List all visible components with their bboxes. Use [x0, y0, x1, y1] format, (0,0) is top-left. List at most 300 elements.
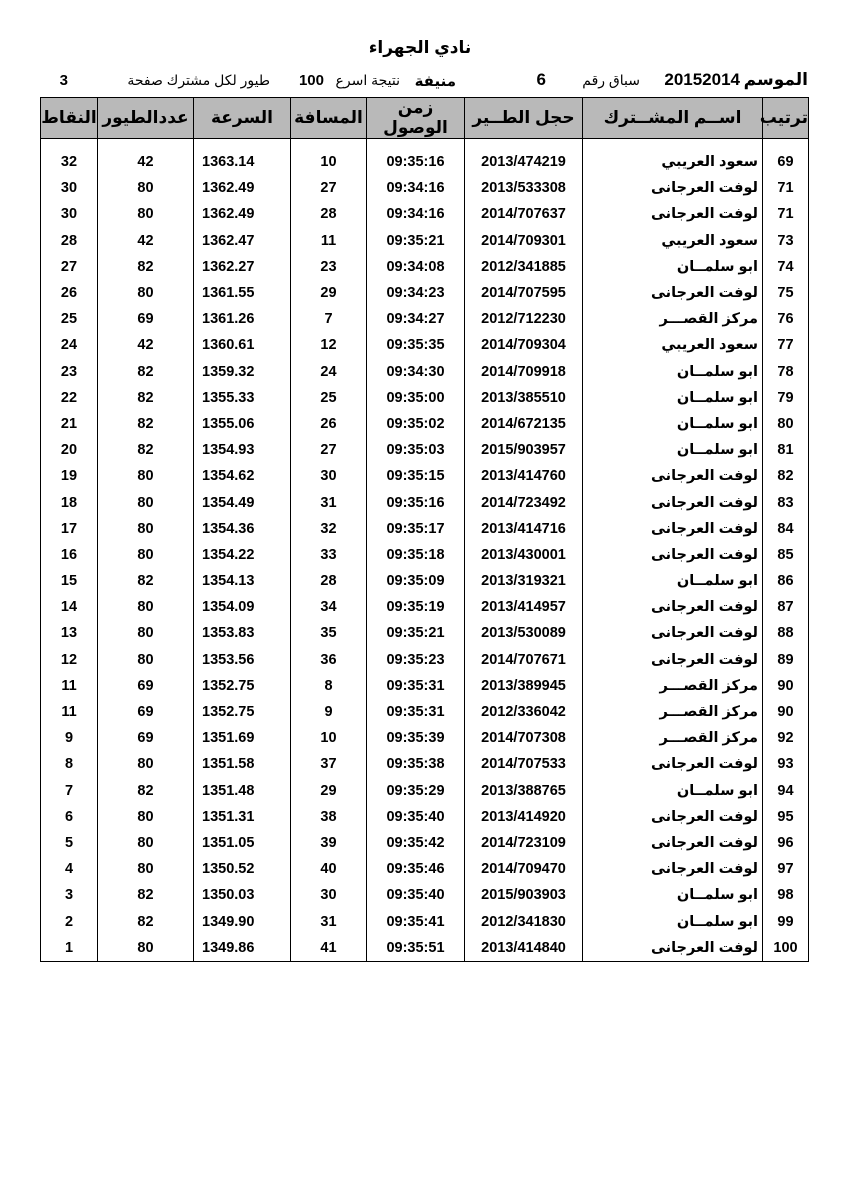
cell-points: 19	[41, 463, 98, 489]
cell-rank: 95	[763, 804, 809, 830]
cell-rank: 74	[763, 254, 809, 280]
cell-speed: 1363.14	[194, 149, 291, 175]
cell-bird-count: 80	[98, 647, 194, 673]
table-row	[41, 437, 809, 463]
cell-points: 26	[41, 280, 98, 306]
table-row	[41, 332, 809, 358]
table-row	[41, 804, 809, 830]
race-location: منيفة	[414, 73, 456, 90]
cell-member-name: مركز القصـــر	[583, 725, 763, 751]
cell-member-name: سعود العريبي	[583, 228, 763, 254]
cell-distance: 35	[291, 620, 367, 646]
table-row	[41, 568, 809, 594]
header-member-name: اســم المشــترك	[583, 98, 763, 139]
page-number: 3	[59, 72, 68, 89]
cell-distance: 10	[291, 149, 367, 175]
cell-ring: 2013/474219	[465, 149, 583, 175]
cell-bird-count: 80	[98, 280, 194, 306]
table-row	[41, 149, 809, 175]
cell-member-name: لوفت العرجانى	[583, 201, 763, 227]
cell-ring: 2014/707637	[465, 201, 583, 227]
cell-rank: 93	[763, 751, 809, 777]
cell-speed: 1361.26	[194, 306, 291, 332]
cell-rank: 90	[763, 699, 809, 725]
cell-ring: 2013/533308	[465, 175, 583, 201]
table-row	[41, 882, 809, 908]
cell-speed: 1351.31	[194, 804, 291, 830]
cell-ring: 2012/336042	[465, 699, 583, 725]
cell-speed: 1351.69	[194, 725, 291, 751]
cell-distance: 30	[291, 882, 367, 908]
cell-ring: 2012/341885	[465, 254, 583, 280]
table-row	[41, 228, 809, 254]
cell-ring: 2015/903957	[465, 437, 583, 463]
cell-arrival-time: 09:35:31	[367, 673, 465, 699]
cell-distance: 27	[291, 175, 367, 201]
cell-distance: 36	[291, 647, 367, 673]
cell-bird-count: 80	[98, 201, 194, 227]
cell-arrival-time: 09:35:17	[367, 516, 465, 542]
cell-speed: 1350.03	[194, 882, 291, 908]
cell-ring: 2013/414716	[465, 516, 583, 542]
cell-bird-count: 42	[98, 332, 194, 358]
table-row	[41, 751, 809, 777]
cell-arrival-time: 09:35:16	[367, 149, 465, 175]
cell-bird-count: 80	[98, 594, 194, 620]
cell-distance: 23	[291, 254, 367, 280]
cell-arrival-time: 09:35:23	[367, 647, 465, 673]
cell-speed: 1352.75	[194, 673, 291, 699]
cell-rank: 87	[763, 594, 809, 620]
cell-ring: 2013/414840	[465, 935, 583, 962]
cell-ring: 2013/319321	[465, 568, 583, 594]
cell-speed: 1355.06	[194, 411, 291, 437]
cell-points: 27	[41, 254, 98, 280]
cell-bird-count: 82	[98, 437, 194, 463]
cell-speed: 1354.49	[194, 489, 291, 515]
cell-points: 9	[41, 725, 98, 751]
cell-arrival-time: 09:35:51	[367, 935, 465, 962]
cell-ring: 2012/341830	[465, 908, 583, 934]
cell-distance: 32	[291, 516, 367, 542]
header-rank: ترتيب	[763, 98, 809, 139]
cell-points: 30	[41, 201, 98, 227]
cell-distance: 40	[291, 856, 367, 882]
cell-points: 12	[41, 647, 98, 673]
race-label: سباق رقم	[582, 72, 640, 88]
cell-bird-count: 82	[98, 411, 194, 437]
header-speed: السرعة	[194, 98, 291, 139]
cell-arrival-time: 09:35:31	[367, 699, 465, 725]
cell-arrival-time: 09:35:38	[367, 751, 465, 777]
cell-speed: 1351.48	[194, 778, 291, 804]
cell-arrival-time: 09:34:23	[367, 280, 465, 306]
cell-member-name: ابو سلمــان	[583, 568, 763, 594]
cell-speed: 1353.83	[194, 620, 291, 646]
cell-rank: 80	[763, 411, 809, 437]
table-row	[41, 673, 809, 699]
cell-rank: 98	[763, 882, 809, 908]
cell-rank: 84	[763, 516, 809, 542]
cell-speed: 1362.27	[194, 254, 291, 280]
cell-ring: 2014/709470	[465, 856, 583, 882]
cell-member-name: مركز القصـــر	[583, 673, 763, 699]
cell-member-name: لوفت العرجانى	[583, 175, 763, 201]
cell-distance: 29	[291, 778, 367, 804]
cell-member-name: مركز القصـــر	[583, 306, 763, 332]
cell-points: 13	[41, 620, 98, 646]
cell-points: 8	[41, 751, 98, 777]
cell-arrival-time: 09:35:09	[367, 568, 465, 594]
cell-ring: 2014/707595	[465, 280, 583, 306]
cell-points: 5	[41, 830, 98, 856]
header-ring: حجل الطــير	[465, 98, 583, 139]
cell-points: 30	[41, 175, 98, 201]
cell-points: 15	[41, 568, 98, 594]
table-row	[41, 908, 809, 934]
cell-arrival-time: 09:34:16	[367, 175, 465, 201]
cell-member-name: ابو سلمــان	[583, 359, 763, 385]
cell-distance: 39	[291, 830, 367, 856]
cell-bird-count: 82	[98, 778, 194, 804]
cell-distance: 12	[291, 332, 367, 358]
cell-speed: 1359.32	[194, 359, 291, 385]
cell-points: 23	[41, 359, 98, 385]
cell-rank: 78	[763, 359, 809, 385]
cell-speed: 1351.58	[194, 751, 291, 777]
cell-distance: 26	[291, 411, 367, 437]
result-label: نتيجة اسرع	[335, 72, 400, 88]
cell-arrival-time: 09:34:16	[367, 201, 465, 227]
cell-rank: 88	[763, 620, 809, 646]
table-row	[41, 411, 809, 437]
cell-distance: 34	[291, 594, 367, 620]
table-row	[41, 254, 809, 280]
cell-member-name: لوفت العرجانى	[583, 280, 763, 306]
cell-bird-count: 82	[98, 568, 194, 594]
cell-points: 7	[41, 778, 98, 804]
cell-bird-count: 80	[98, 489, 194, 515]
cell-distance: 31	[291, 908, 367, 934]
table-body	[41, 139, 809, 962]
cell-rank: 83	[763, 489, 809, 515]
cell-member-name: سعود العريبي	[583, 332, 763, 358]
cell-points: 4	[41, 856, 98, 882]
cell-points: 6	[41, 804, 98, 830]
cell-distance: 28	[291, 201, 367, 227]
cell-member-name: لوفت العرجانى	[583, 856, 763, 882]
cell-arrival-time: 09:35:41	[367, 908, 465, 934]
cell-bird-count: 82	[98, 908, 194, 934]
cell-arrival-time: 09:35:42	[367, 830, 465, 856]
table-row	[41, 516, 809, 542]
cell-rank: 69	[763, 149, 809, 175]
cell-distance: 41	[291, 935, 367, 962]
cell-bird-count: 80	[98, 620, 194, 646]
cell-speed: 1354.22	[194, 542, 291, 568]
cell-points: 18	[41, 489, 98, 515]
cell-speed: 1349.86	[194, 935, 291, 962]
cell-arrival-time: 09:35:19	[367, 594, 465, 620]
cell-rank: 75	[763, 280, 809, 306]
season-value: 20152014	[664, 70, 740, 89]
cell-bird-count: 69	[98, 673, 194, 699]
cell-rank: 94	[763, 778, 809, 804]
cell-rank: 85	[763, 542, 809, 568]
cell-arrival-time: 09:34:27	[367, 306, 465, 332]
cell-ring: 2013/414760	[465, 463, 583, 489]
cell-speed: 1362.47	[194, 228, 291, 254]
cell-ring: 2014/709918	[465, 359, 583, 385]
cell-speed: 1354.09	[194, 594, 291, 620]
cell-speed: 1354.13	[194, 568, 291, 594]
cell-speed: 1361.55	[194, 280, 291, 306]
cell-speed: 1352.75	[194, 699, 291, 725]
cell-points: 11	[41, 699, 98, 725]
header-points: النقاط	[41, 98, 98, 139]
cell-member-name: ابو سلمــان	[583, 908, 763, 934]
cell-points: 22	[41, 385, 98, 411]
cell-arrival-time: 09:35:02	[367, 411, 465, 437]
cell-ring: 2013/389945	[465, 673, 583, 699]
result-count: 100	[298, 72, 324, 89]
cell-ring: 2013/385510	[465, 385, 583, 411]
cell-arrival-time: 09:35:21	[367, 228, 465, 254]
cell-arrival-time: 09:35:00	[367, 385, 465, 411]
cell-points: 21	[41, 411, 98, 437]
cell-member-name: لوفت العرجانى	[583, 804, 763, 830]
cell-distance: 31	[291, 489, 367, 515]
cell-speed: 1349.90	[194, 908, 291, 934]
cell-member-name: لوفت العرجانى	[583, 463, 763, 489]
cell-member-name: ابو سلمــان	[583, 437, 763, 463]
cell-distance: 24	[291, 359, 367, 385]
cell-speed: 1350.52	[194, 856, 291, 882]
cell-ring: 2013/430001	[465, 542, 583, 568]
cell-distance: 33	[291, 542, 367, 568]
cell-bird-count: 69	[98, 699, 194, 725]
cell-ring: 2014/707308	[465, 725, 583, 751]
cell-ring: 2013/414920	[465, 804, 583, 830]
cell-bird-count: 42	[98, 149, 194, 175]
cell-rank: 89	[763, 647, 809, 673]
table-row	[41, 542, 809, 568]
cell-bird-count: 80	[98, 830, 194, 856]
cell-bird-count: 80	[98, 516, 194, 542]
cell-points: 25	[41, 306, 98, 332]
cell-rank: 81	[763, 437, 809, 463]
cell-arrival-time: 09:35:21	[367, 620, 465, 646]
cell-bird-count: 82	[98, 359, 194, 385]
cell-distance: 25	[291, 385, 367, 411]
cell-distance: 11	[291, 228, 367, 254]
per-member-label: طيور لكل مشترك صفحة	[127, 72, 270, 88]
cell-rank: 100	[763, 935, 809, 962]
cell-points: 2	[41, 908, 98, 934]
cell-member-name: لوفت العرجانى	[583, 594, 763, 620]
cell-member-name: لوفت العرجانى	[583, 620, 763, 646]
cell-points: 20	[41, 437, 98, 463]
table-row	[41, 594, 809, 620]
cell-member-name: ابو سلمــان	[583, 411, 763, 437]
cell-arrival-time: 09:35:15	[367, 463, 465, 489]
cell-speed: 1351.05	[194, 830, 291, 856]
table-row	[41, 647, 809, 673]
cell-points: 32	[41, 149, 98, 175]
cell-distance: 28	[291, 568, 367, 594]
cell-rank: 97	[763, 856, 809, 882]
cell-speed: 1355.33	[194, 385, 291, 411]
table-row	[41, 175, 809, 201]
cell-points: 28	[41, 228, 98, 254]
cell-rank: 76	[763, 306, 809, 332]
cell-points: 1	[41, 935, 98, 962]
header-distance: المسافة	[291, 98, 367, 139]
results-table	[40, 97, 809, 962]
cell-arrival-time: 09:35:03	[367, 437, 465, 463]
cell-bird-count: 80	[98, 175, 194, 201]
season-label: الموسم	[743, 70, 808, 89]
cell-member-name: لوفت العرجانى	[583, 830, 763, 856]
race-info-bar	[40, 68, 808, 96]
cell-speed: 1362.49	[194, 201, 291, 227]
cell-bird-count: 82	[98, 254, 194, 280]
cell-rank: 82	[763, 463, 809, 489]
cell-distance: 10	[291, 725, 367, 751]
cell-speed: 1353.56	[194, 647, 291, 673]
table-row	[41, 280, 809, 306]
cell-bird-count: 82	[98, 882, 194, 908]
cell-member-name: لوفت العرجانى	[583, 516, 763, 542]
header-bird-count: عددالطيور	[98, 98, 194, 139]
cell-ring: 2014/709304	[465, 332, 583, 358]
cell-distance: 27	[291, 437, 367, 463]
cell-ring: 2013/388765	[465, 778, 583, 804]
cell-rank: 90	[763, 673, 809, 699]
cell-bird-count: 80	[98, 804, 194, 830]
cell-rank: 92	[763, 725, 809, 751]
cell-ring: 2014/672135	[465, 411, 583, 437]
table-row	[41, 830, 809, 856]
cell-arrival-time: 09:34:30	[367, 359, 465, 385]
cell-rank: 77	[763, 332, 809, 358]
cell-arrival-time: 09:35:16	[367, 489, 465, 515]
cell-rank: 79	[763, 385, 809, 411]
cell-member-name: ابو سلمــان	[583, 882, 763, 908]
table-row	[41, 778, 809, 804]
cell-member-name: لوفت العرجانى	[583, 647, 763, 673]
cell-ring: 2014/709301	[465, 228, 583, 254]
cell-points: 11	[41, 673, 98, 699]
cell-member-name: لوفت العرجانى	[583, 542, 763, 568]
header-arrival-time: زمن الوصول	[367, 98, 465, 139]
cell-ring: 2014/707533	[465, 751, 583, 777]
cell-points: 3	[41, 882, 98, 908]
cell-arrival-time: 09:35:46	[367, 856, 465, 882]
cell-points: 16	[41, 542, 98, 568]
cell-bird-count: 80	[98, 935, 194, 962]
cell-rank: 96	[763, 830, 809, 856]
cell-speed: 1354.62	[194, 463, 291, 489]
cell-bird-count: 80	[98, 542, 194, 568]
cell-ring: 2013/414957	[465, 594, 583, 620]
cell-bird-count: 80	[98, 856, 194, 882]
cell-speed: 1354.93	[194, 437, 291, 463]
table-header-row	[41, 98, 809, 139]
cell-member-name: لوفت العرجانى	[583, 751, 763, 777]
cell-ring: 2014/707671	[465, 647, 583, 673]
cell-arrival-time: 09:35:40	[367, 882, 465, 908]
cell-ring: 2012/712230	[465, 306, 583, 332]
cell-points: 17	[41, 516, 98, 542]
cell-arrival-time: 09:35:40	[367, 804, 465, 830]
table-row	[41, 463, 809, 489]
cell-arrival-time: 09:35:39	[367, 725, 465, 751]
cell-points: 24	[41, 332, 98, 358]
cell-distance: 29	[291, 280, 367, 306]
table-row	[41, 856, 809, 882]
cell-distance: 30	[291, 463, 367, 489]
cell-member-name: لوفت العرجانى	[583, 489, 763, 515]
cell-rank: 71	[763, 201, 809, 227]
cell-arrival-time: 09:35:29	[367, 778, 465, 804]
cell-ring: 2014/723109	[465, 830, 583, 856]
table-row	[41, 489, 809, 515]
cell-distance: 7	[291, 306, 367, 332]
cell-bird-count: 80	[98, 463, 194, 489]
cell-arrival-time: 09:35:35	[367, 332, 465, 358]
cell-bird-count: 69	[98, 306, 194, 332]
table-row	[41, 306, 809, 332]
table-row	[41, 725, 809, 751]
club-title: نادي الجهراء	[368, 38, 472, 57]
cell-rank: 99	[763, 908, 809, 934]
cell-bird-count: 69	[98, 725, 194, 751]
cell-arrival-time: 09:35:18	[367, 542, 465, 568]
cell-member-name: ابو سلمــان	[583, 778, 763, 804]
cell-member-name: مركز القصـــر	[583, 699, 763, 725]
cell-points: 14	[41, 594, 98, 620]
cell-distance: 37	[291, 751, 367, 777]
cell-member-name: ابو سلمــان	[583, 385, 763, 411]
cell-arrival-time: 09:34:08	[367, 254, 465, 280]
cell-distance: 8	[291, 673, 367, 699]
cell-member-name: سعود العريبي	[583, 149, 763, 175]
cell-bird-count: 80	[98, 751, 194, 777]
race-number: 6	[536, 70, 546, 89]
cell-rank: 73	[763, 228, 809, 254]
table-row	[41, 201, 809, 227]
cell-ring: 2014/723492	[465, 489, 583, 515]
table-row	[41, 935, 809, 962]
cell-distance: 9	[291, 699, 367, 725]
cell-rank: 71	[763, 175, 809, 201]
cell-speed: 1354.36	[194, 516, 291, 542]
cell-rank: 86	[763, 568, 809, 594]
cell-bird-count: 42	[98, 228, 194, 254]
table-row	[41, 620, 809, 646]
cell-bird-count: 82	[98, 385, 194, 411]
table-row	[41, 359, 809, 385]
table-row	[41, 385, 809, 411]
cell-member-name: لوفت العرجانى	[583, 935, 763, 962]
table-row	[41, 699, 809, 725]
cell-ring: 2013/530089	[465, 620, 583, 646]
cell-distance: 38	[291, 804, 367, 830]
cell-speed: 1362.49	[194, 175, 291, 201]
cell-speed: 1360.61	[194, 332, 291, 358]
table-spacer-row	[41, 139, 809, 150]
